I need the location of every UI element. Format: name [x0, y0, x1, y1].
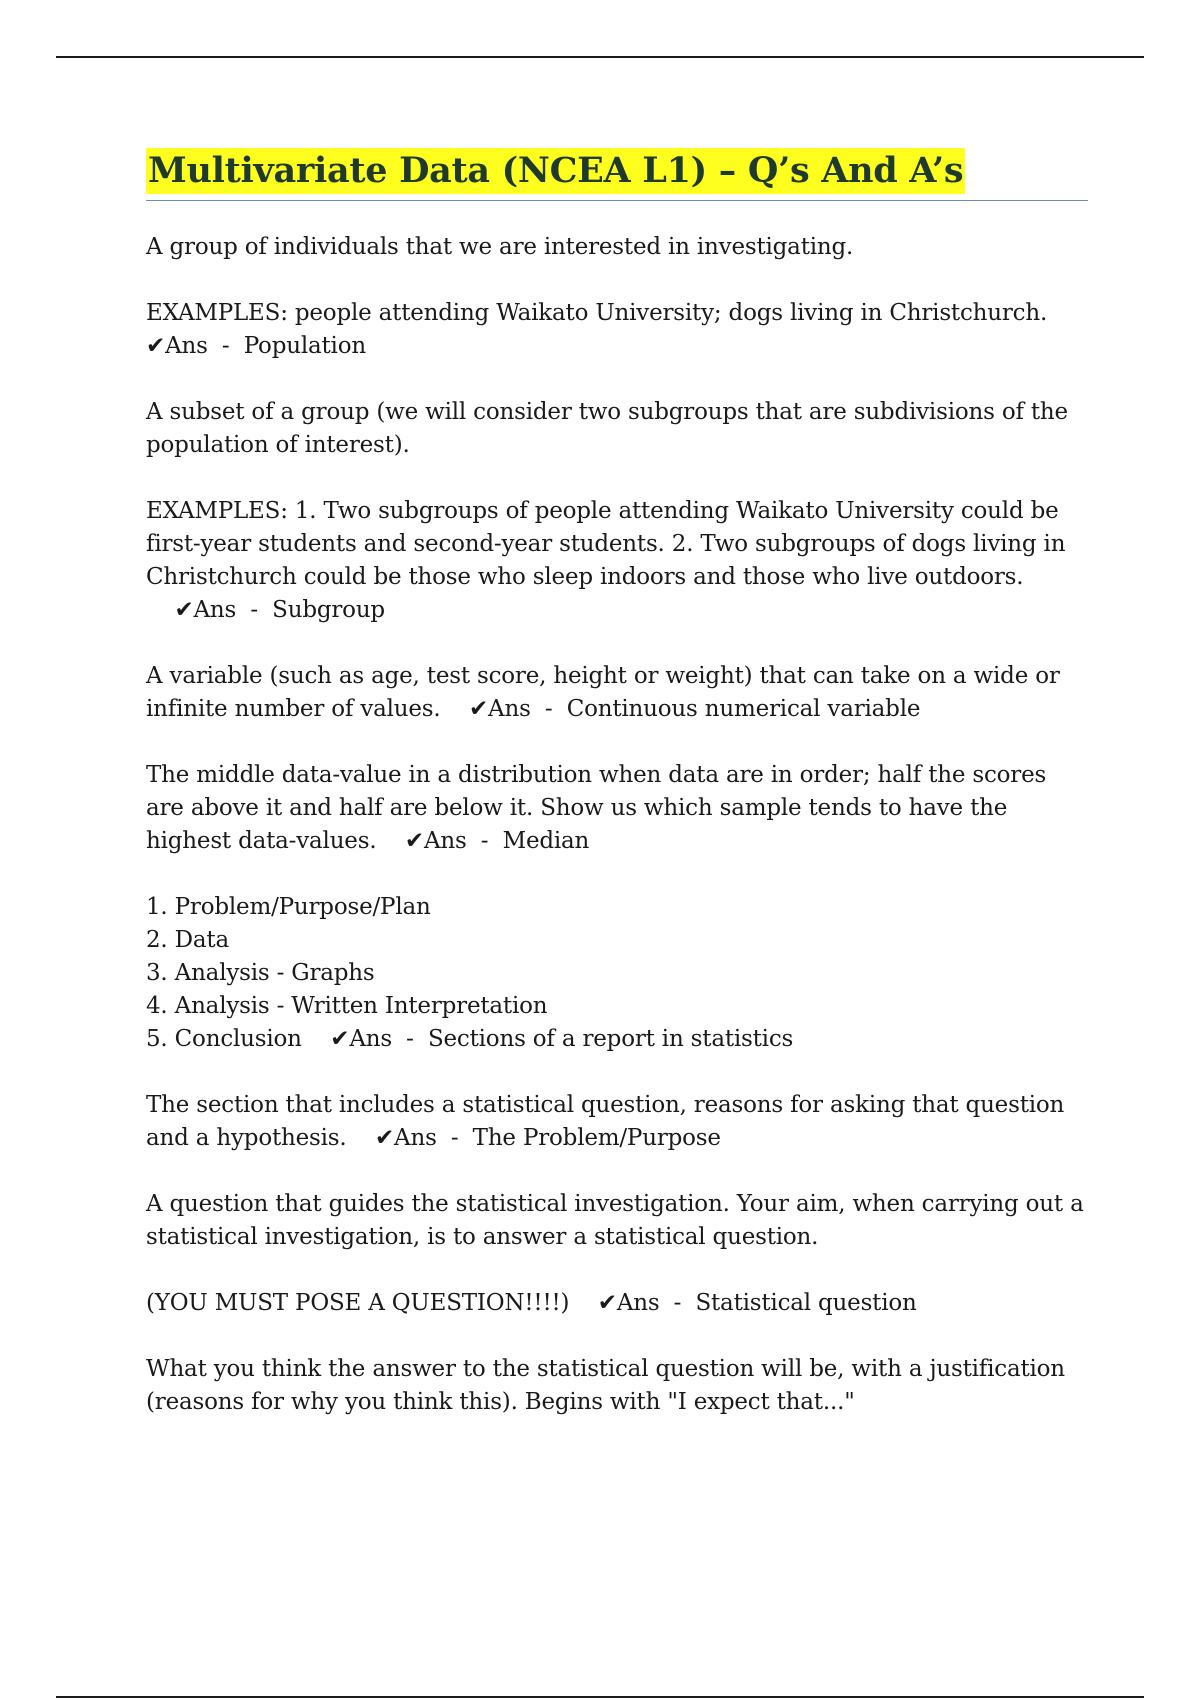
question-text [146, 1188, 1088, 1254]
question-line: What you think the answer to the statistical question will be, with a justification (reasons for why you think this). Begins with "I expect that..." [146, 1356, 1065, 1415]
question-text [146, 297, 1088, 363]
question-line: The section that includes a statistical question, reasons for asking that question and a hypothesis. [146, 1092, 1065, 1151]
question-text [146, 660, 1088, 726]
list-item: 5. Conclusion [146, 1026, 302, 1052]
question-text [146, 759, 1088, 858]
list-item: 2. Data [146, 927, 229, 953]
question-line: EXAMPLES: 1. Two subgroups of people attending Waikato University could be first-year students and second-year students. 2. Two subgroups of dogs living in Christchurch could be those who sleep indoors and those who live outdoors. [146, 498, 1066, 590]
answer-text: ✔Ans - Population [146, 333, 366, 359]
question-text [146, 396, 1088, 462]
bottom-rule [56, 1696, 1144, 1698]
question-line: EXAMPLES: people attending Waikato University; dogs living in Christchurch. [146, 300, 1048, 326]
list-item: 1. Problem/Purpose/Plan [146, 894, 431, 920]
question-text [146, 1287, 1088, 1320]
question-line: (YOU MUST POSE A QUESTION!!!!) [146, 1290, 570, 1316]
question-text [146, 495, 1088, 627]
question-line: A group of individuals that we are interested in investigating. [146, 234, 854, 260]
document-title: Multivariate Data (NCEA L1) – Q’s And A’s [146, 148, 965, 194]
answer-text: ✔Ans - Median [404, 828, 590, 854]
document-body [146, 148, 1088, 1452]
question-text [146, 231, 1088, 264]
question-text [146, 1089, 1088, 1155]
question-text [146, 1353, 1088, 1419]
report-sections-list [146, 891, 1088, 1056]
list-item: 3. Analysis - Graphs [146, 960, 375, 986]
answer-text: ✔Ans - Continuous numerical variable [468, 696, 921, 722]
question-line: A variable (such as age, test score, height or weight) that can take on a wide or infinite number of values. [146, 663, 1060, 722]
question-line: The middle data-value in a distribution when data are in order; half the scores are above it and half are below it. Show us which sample tends to have the highest data-values. [146, 762, 1047, 854]
answer-text: ✔Ans - Statistical question [597, 1290, 917, 1316]
top-rule [56, 56, 1144, 58]
answer-text: ✔Ans - The Problem/Purpose [374, 1125, 721, 1151]
answer-text: ✔Ans - Subgroup [174, 597, 385, 623]
list-item: 4. Analysis - Written Interpretation [146, 993, 548, 1019]
question-line: A question that guides the statistical investigation. Your aim, when carrying out a statistical investigation, is to answer a statistical question. [146, 1191, 1084, 1250]
title-block [146, 148, 1088, 201]
answer-text: ✔Ans - Sections of a report in statistics [330, 1026, 794, 1052]
question-line: A subset of a group (we will consider two subgroups that are subdivisions of the population of interest). [146, 399, 1068, 458]
